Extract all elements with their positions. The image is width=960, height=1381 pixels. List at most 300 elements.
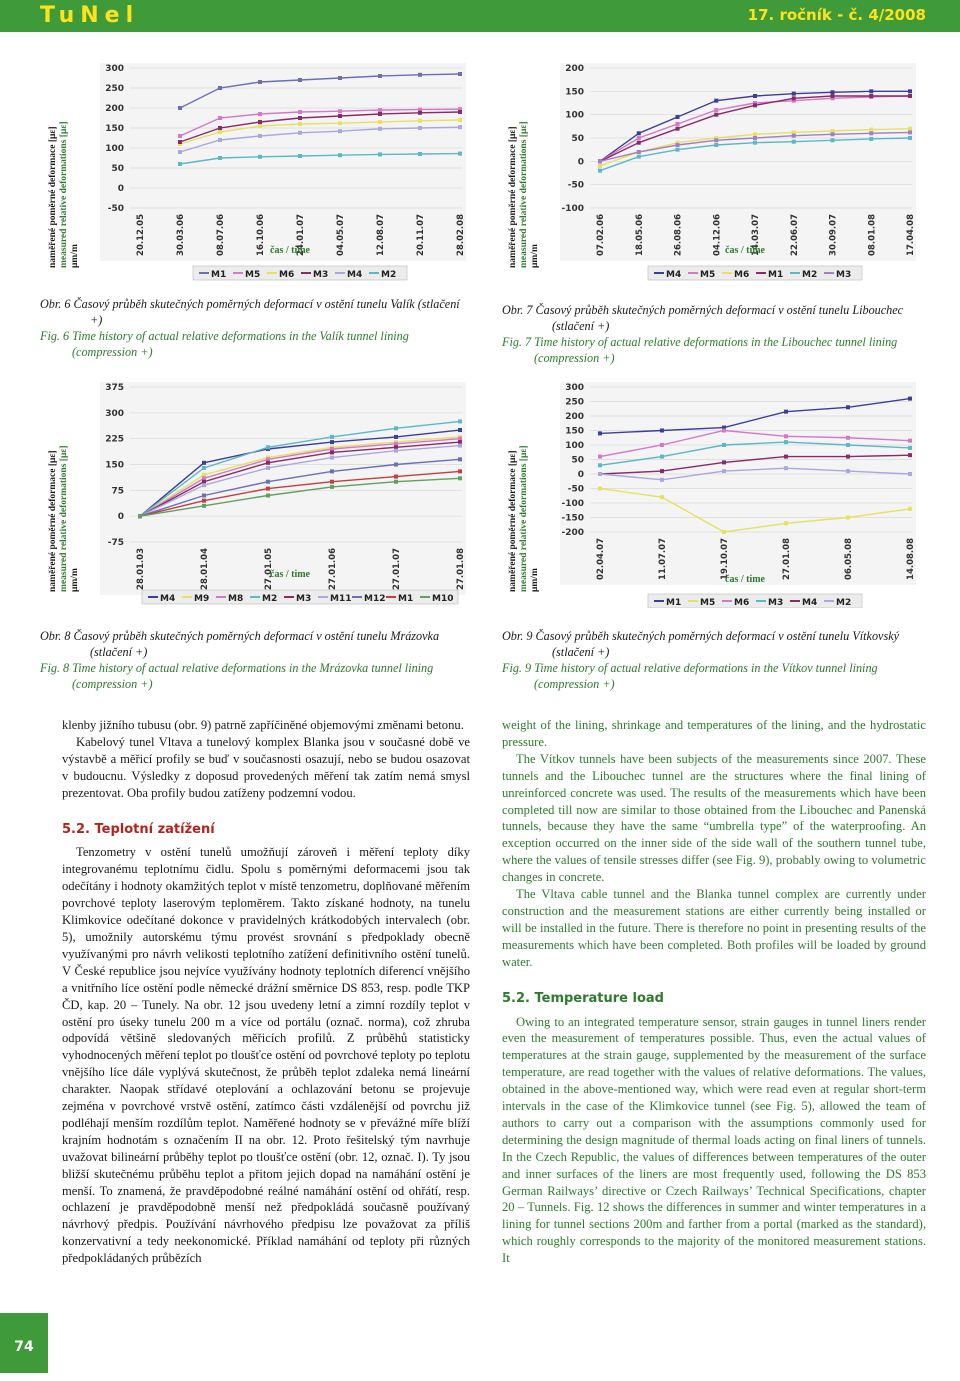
caption-fig6: [40, 296, 470, 360]
data-point-M3: [753, 136, 757, 140]
x-tick-label: 08.01.08: [867, 214, 878, 256]
x-tick-label: 28.02.08: [456, 214, 466, 256]
data-point-M1: [394, 475, 398, 479]
data-point-M2: [722, 469, 726, 473]
data-point-M4: [458, 428, 462, 432]
legend-label-M11: M11: [330, 594, 352, 604]
data-point-M4: [846, 455, 850, 459]
data-point-M2: [338, 153, 342, 157]
data-point-M2: [784, 466, 788, 470]
legend-label-M4: M4: [160, 594, 176, 604]
data-point-M4: [178, 150, 182, 154]
data-point-M5: [676, 122, 680, 126]
caption-fig9: [502, 628, 928, 692]
legend-label-M2: M2: [381, 270, 397, 280]
caption-fig9-cz-label: Obr. 9: [502, 629, 533, 643]
x-tick-label: 30.03.06: [176, 214, 186, 256]
y-tick-label: 150: [105, 124, 124, 134]
chart-bg: [560, 382, 916, 585]
data-point-M4: [330, 440, 334, 444]
data-point-M6: [846, 436, 850, 440]
data-point-M4: [378, 127, 382, 131]
x-tick-label: 02.04.07: [596, 538, 606, 580]
data-point-M3: [258, 120, 262, 124]
data-point-M11: [266, 466, 270, 470]
data-point-M3: [908, 446, 912, 450]
caption-fig7: [502, 302, 928, 366]
y-tick-label: -150: [561, 513, 584, 524]
data-point-M4: [338, 129, 342, 133]
data-point-M5: [846, 516, 850, 520]
data-point-M1: [458, 469, 462, 473]
legend-label-M6: M6: [279, 270, 295, 280]
data-point-M5: [298, 110, 302, 114]
data-point-M6: [598, 455, 602, 459]
data-point-M5: [660, 495, 664, 499]
y-tick-label: -100: [561, 204, 584, 214]
y-tick-label: 75: [111, 486, 124, 497]
data-point-M1: [660, 429, 664, 433]
data-point-M3: [394, 445, 398, 449]
x-tick-label: 06.05.08: [844, 538, 854, 580]
data-point-M4: [258, 134, 262, 138]
x-axis-label: čas / time: [270, 245, 310, 256]
data-point-M8: [330, 447, 334, 451]
data-point-M3: [598, 463, 602, 467]
data-point-M1: [792, 96, 796, 100]
y-tick-label: 100: [105, 144, 124, 154]
data-point-M6: [753, 132, 757, 136]
legend-label-M2: M2: [802, 270, 818, 280]
y-tick-label: -100: [561, 499, 584, 509]
data-point-M3: [598, 159, 602, 163]
x-tick-label: 07.02.06: [596, 214, 606, 256]
data-point-M3: [298, 116, 302, 120]
article-column-english: [502, 717, 926, 1267]
data-point-M3: [418, 111, 422, 115]
caption-fig7-cz-label: Obr. 7: [502, 303, 533, 317]
data-point-M6: [378, 120, 382, 124]
legend-label-M4: M4: [802, 598, 818, 608]
data-point-M8: [458, 437, 462, 441]
data-point-M1: [908, 94, 912, 98]
y-tick-label: 0: [117, 184, 124, 194]
legend-label-M2: M2: [262, 594, 278, 604]
x-tick-label: 22.06.07: [789, 214, 800, 256]
x-tick-label: 20.12.05: [136, 214, 146, 256]
paragraph: klenby jižního tubusu (obr. 9) patrně zapříčiněné objemovými změnami betonu.: [62, 718, 464, 732]
paragraph: The Vítkov tunnels have been subjects of the measurements since 2007. These tunnels and the Libouchec tunnel are the structures where the final lining of unreinforced concrete was used. The results of the measurements which have been completed till now are similar to those obtained from the Libouchec and Panenská tunnels, because they have the same “umbrella type” of the waterproofing. An exception occurred on the inner side of the side wall of the southern tunnel tube, where the values of tensile stresses differ (see Fig. 9), probably owing to volumetric changes in concrete.: [502, 751, 926, 885]
caption-fig6-en-label: Fig. 6: [40, 329, 70, 343]
legend-label-M1: M1: [211, 270, 227, 280]
article-column-czech: [62, 717, 470, 1267]
chart-fig9-ylabel: naměřené poměrné deformace [με] measured relative deformations [με] μm/m: [508, 445, 540, 592]
data-point-M5: [908, 507, 912, 511]
x-tick-label: 08.07.06: [216, 214, 226, 256]
y-tick-label: 300: [105, 408, 124, 419]
data-point-M3: [378, 112, 382, 116]
data-point-M5: [598, 487, 602, 491]
caption-fig8-en-text: Time history of actual relative deformations in the Mrázovka tunnel lining (compression +): [72, 661, 434, 691]
data-point-M2: [846, 469, 850, 473]
data-point-M6: [458, 118, 462, 122]
chart-bg: [560, 63, 916, 261]
y-tick-label: 200: [565, 64, 584, 74]
data-point-M8: [394, 442, 398, 446]
chart-bg: [100, 382, 466, 595]
data-point-M1: [676, 127, 680, 131]
y-tick-label: 50: [571, 455, 584, 466]
data-point-M4: [792, 92, 796, 96]
x-tick-label: 27.01.08: [456, 548, 466, 590]
data-point-M3: [266, 461, 270, 465]
data-point-M3: [792, 134, 796, 138]
data-point-M2: [218, 156, 222, 160]
x-axis-label: čas / time: [270, 569, 310, 580]
data-point-M2: [418, 152, 422, 156]
data-point-M2: [298, 154, 302, 158]
data-point-M3: [178, 140, 182, 144]
data-point-M1: [378, 74, 382, 78]
data-point-M11: [202, 483, 206, 487]
page-number: 74: [0, 1313, 48, 1373]
data-point-M10: [202, 504, 206, 508]
issue-label: 17. ročník - č. 4/2008: [747, 6, 926, 24]
legend-label-M5: M5: [245, 270, 261, 280]
data-point-M6: [908, 127, 912, 131]
y-tick-label: 50: [571, 134, 584, 144]
data-point-M4: [714, 99, 718, 103]
x-tick-label: 14.03.07: [751, 214, 761, 256]
data-point-M3: [660, 455, 664, 459]
chart-fig6: [40, 58, 470, 284]
y-tick-label: 375: [105, 383, 124, 393]
x-tick-label: 18.05.06: [634, 214, 645, 256]
data-point-M3: [714, 138, 718, 142]
caption-fig7-en-label: Fig. 7: [502, 335, 532, 349]
data-point-M2: [598, 169, 602, 173]
caption-fig8-cz-text: Časový průběh skutečných poměrných deformací v ostění tunelu Mrázovka (stlačení +): [73, 629, 440, 659]
data-point-M1: [714, 113, 718, 117]
x-tick-label: 28.01.04: [200, 548, 210, 590]
caption-fig6-cz-text: Časový průběh skutečných poměrných deformací v ostění tunelu Valík (stlačení +): [73, 297, 460, 327]
chart-fig8: [40, 382, 470, 608]
data-point-M1: [784, 410, 788, 414]
data-point-M4: [418, 126, 422, 130]
data-point-M4: [218, 138, 222, 142]
data-point-M3: [637, 150, 641, 154]
caption-fig7-en-text: Time history of actual relative deformations in the Libouchec tunnel lining (compression +): [534, 335, 898, 365]
y-tick-label: 100: [565, 110, 584, 121]
legend-label-M3: M3: [296, 594, 312, 604]
data-point-M4: [676, 115, 680, 119]
data-point-M4: [202, 461, 206, 465]
x-tick-label: 19.10.07: [720, 538, 730, 580]
data-point-M3: [676, 143, 680, 147]
y-tick-label: 100: [565, 441, 584, 451]
y-tick-label: 225: [105, 434, 124, 445]
legend-label-M6: M6: [734, 270, 750, 280]
data-point-M6: [784, 434, 788, 438]
data-point-M6: [338, 121, 342, 125]
data-point-M4: [637, 131, 641, 135]
data-point-M5: [178, 134, 182, 138]
y-tick-label: 200: [105, 104, 124, 114]
data-point-M5: [637, 136, 641, 140]
data-point-M2: [330, 435, 334, 439]
data-point-M5: [338, 109, 342, 113]
data-point-M2: [660, 478, 664, 482]
x-axis-label: čas / time: [725, 245, 765, 256]
data-point-M12: [202, 494, 206, 498]
data-point-M1: [753, 103, 757, 107]
data-point-M11: [458, 444, 462, 448]
paragraph: Tenzometry v ostění tunelů umožňují zároveň i měření teploty díky integrovanému teplotnímu čidlu. Spolu s poměrnými deformacemi jsou tak odečítány i hodnoty okamžitých teplot v místě tenzometru, doplňované měřením povrchové teploty laserovým teploměrem. Takto získané hodnoty, na tunelu Klimkovice odečítané dokonce v pravidelných krátkodobých intervalech (obr. 5), umožnily autorskému týmu provést srovnání s předpoklady obecně využívanými pro návrh velikosti teplotního zatížení definitivního ostění tunelů. V České republice jsou nejvíce využívány hodnoty teplotních diferencí vnějšího a vnitřního líce ostění podle německé drážní směrnice DS 853, resp. podle TKP ČD, kap. 20 – Tunely. Na obr. 12 jsou uvedeny letní a zimní rozdíly teplot v ostění pro úseky tunelu 200 m a více od portálu (označ. norma), což zhruba odpovídá většině sledovaných měřicích profilů. Z průběhů statisticky vyhodnocených měření teplot po tloušťce ostění od povrchové teploty po teplotu vnějšího líce dále vyplývá skutečnost, že průběh teplot zdaleka nemá lineární charakter. Naopak střídavé oteplování a ochlazování betonu se projevuje zejména v povrchové vrstvě ostění, zatímco části vzdálenější od povrchu již podléhají menším rozdílům teplot. Naměřené hodnoty se v převážné míře blíží krajním hodnotám s označením II na obr. 12. Proto řešitelský tým navrhuje uvažovat bilineární průběhy teplot po tloušťce ostění (obr. 12, označ. I). Ty jsou bližší skutečnému průběhu teplot a přitom jejich dopad na namáhání ostění je menší. To znamená, že pravděpodobné reálné namáhání ostění od ohřátí, resp. ochlazení je pravděpodobně menší než předpokládá současně používaný návrhový předpis. Používání návrhového předpisu lze považovat za příliš konzervativní a tedy neekonomické. Příklad namáhání od teploty při různých předpokládaných průbězích: [62, 845, 470, 1266]
caption-fig8: [40, 628, 470, 692]
x-tick-label: 27.01.08: [782, 538, 792, 580]
y-tick-label: 0: [577, 470, 584, 480]
chart-fig7: [500, 58, 920, 284]
section-heading: 5.2. Temperature load: [502, 990, 664, 1006]
data-point-M6: [418, 119, 422, 123]
caption-fig8-en-label: Fig. 8: [40, 661, 70, 675]
data-point-M2: [908, 136, 912, 140]
data-point-M3: [869, 131, 873, 135]
data-point-M5: [378, 108, 382, 112]
data-point-M1: [869, 94, 873, 98]
y-tick-label: 250: [565, 397, 584, 408]
data-point-M4: [753, 94, 757, 98]
caption-fig6-en-text: Time history of actual relative deformations in the Valík tunnel lining (compression +): [72, 329, 409, 359]
y-tick-label: -75: [107, 538, 124, 548]
data-point-M2: [869, 137, 873, 141]
data-point-M1: [298, 78, 302, 82]
data-point-M2: [753, 141, 757, 145]
caption-fig6-cz-label: Obr. 6: [40, 297, 71, 311]
data-point-M1: [831, 94, 835, 98]
x-tick-label: 27.01.05: [264, 548, 274, 590]
data-point-M8: [202, 476, 206, 480]
data-point-M4: [908, 453, 912, 457]
y-tick-label: -50: [567, 484, 584, 495]
paragraph: The Vltava cable tunnel and the Blanka tunnel complex are currently under construction and the measurement stations are either currently being installed or will be installed in the future. There is therefore no point in presenting results of the measurements which have been completed. Both profiles will be loaded by ground water.: [502, 887, 926, 969]
data-point-M4: [394, 435, 398, 439]
data-point-M1: [218, 86, 222, 90]
y-tick-label: 300: [565, 383, 584, 393]
data-point-M2: [178, 162, 182, 166]
data-point-M1: [598, 431, 602, 435]
x-tick-label: 17.04.08: [906, 214, 916, 256]
legend-label-M2: M2: [836, 598, 852, 608]
chart-fig6-ylabel: naměřené poměrné deformace [με] measured relative deformations [με] μm/m: [48, 121, 80, 268]
data-point-M2: [266, 445, 270, 449]
chart-fig7-ylabel: naměřené poměrné deformace [με] measured relative deformations [με] μm/m: [508, 121, 540, 268]
data-point-M3: [784, 440, 788, 444]
paragraph: weight of the lining, shrinkage and temperatures of the lining, and the hydrostatic pressure.: [502, 718, 926, 749]
data-point-M3: [846, 443, 850, 447]
y-tick-label: 150: [565, 426, 584, 437]
data-point-M1: [458, 72, 462, 76]
data-point-M4: [908, 89, 912, 93]
data-point-M6: [218, 130, 222, 134]
data-point-M3: [722, 443, 726, 447]
caption-fig9-en-text: Time history of actual relative deformations in the Vítkov tunnel lining (compression +): [534, 661, 878, 691]
data-point-M1: [258, 80, 262, 84]
data-point-M4: [298, 131, 302, 135]
header-bar: [0, 0, 960, 32]
y-tick-label: 150: [105, 460, 124, 471]
data-point-M4: [784, 455, 788, 459]
paragraph: Kabelový tunel Vltava a tunelový komplex Blanka jsou v současné době ve výstavbě a měřicí profily se buď v současnosti osazují, nebo se budou osazovat v budoucnu. Výsledky z doposud provedených měření tak zatím nemá smysl prezentovat. Oba profily budou zatíženy podzemní vodou.: [62, 734, 470, 800]
data-point-M10: [458, 476, 462, 480]
y-tick-label: -50: [567, 180, 584, 191]
legend-label-M3: M3: [313, 270, 329, 280]
legend-label-M4: M4: [347, 270, 363, 280]
caption-fig9-cz-text: Časový průběh skutečných poměrných deformací v ostění tunelu Vítkovský (stlačení +): [535, 629, 900, 659]
x-tick-label: 14.08.08: [906, 538, 916, 580]
data-point-M12: [394, 463, 398, 467]
data-point-M1: [418, 73, 422, 77]
legend-label-M3: M3: [836, 270, 852, 280]
data-point-M1: [637, 141, 641, 145]
data-point-M5: [784, 521, 788, 525]
data-point-M1: [908, 397, 912, 401]
magazine-logo: TuNel: [40, 3, 140, 28]
data-point-M12: [458, 457, 462, 461]
data-point-M6: [258, 124, 262, 128]
data-point-M4: [869, 89, 873, 93]
data-point-M5: [714, 108, 718, 112]
y-tick-label: 150: [565, 87, 584, 98]
x-tick-label: 24.01.07: [296, 214, 306, 256]
legend-label-M4: M4: [666, 270, 682, 280]
legend-label-M12: M12: [364, 594, 386, 604]
x-tick-label: 04.12.06: [712, 214, 723, 256]
data-point-M1: [266, 487, 270, 491]
data-point-M2: [202, 466, 206, 470]
data-point-M10: [138, 514, 142, 518]
data-point-M4: [831, 90, 835, 94]
caption-fig7-cz-text: Časový průběh skutečných poměrných deformací v ostění tunelu Libouchec (stlačení +): [535, 303, 904, 333]
data-point-M4: [722, 460, 726, 464]
data-point-M8: [266, 457, 270, 461]
y-tick-label: 50: [111, 164, 124, 174]
data-point-M9: [202, 473, 206, 477]
data-point-M3: [908, 130, 912, 134]
x-tick-label: 28.01.03: [136, 548, 146, 590]
data-point-M3: [330, 450, 334, 454]
data-point-M10: [266, 494, 270, 498]
x-tick-label: 12.08.07: [376, 214, 386, 256]
data-point-M2: [394, 426, 398, 430]
caption-fig9-en-label: Fig. 9: [502, 661, 532, 675]
x-tick-label: 30.09.07: [828, 214, 839, 256]
x-tick-label: 26.08.06: [673, 214, 684, 256]
data-point-M2: [831, 138, 835, 142]
chart-bg: [100, 63, 466, 261]
data-point-M2: [458, 152, 462, 156]
legend-label-M8: M8: [228, 594, 244, 604]
data-point-M2: [676, 148, 680, 152]
data-point-M2: [258, 155, 262, 159]
data-point-M3: [338, 114, 342, 118]
y-tick-label: -200: [561, 528, 584, 538]
data-point-M3: [202, 480, 206, 484]
data-point-M1: [338, 76, 342, 80]
y-tick-label: -50: [107, 204, 124, 214]
data-point-M3: [218, 126, 222, 130]
data-point-M5: [218, 116, 222, 120]
data-point-M5: [722, 530, 726, 534]
data-point-M2: [908, 472, 912, 476]
data-point-M2: [714, 143, 718, 147]
data-point-M3: [458, 110, 462, 114]
data-point-M6: [298, 122, 302, 126]
data-point-M3: [458, 440, 462, 444]
y-tick-label: 200: [565, 412, 584, 422]
legend-label-M10: M10: [432, 594, 454, 604]
data-point-M2: [792, 140, 796, 144]
legend-label-M1: M1: [768, 270, 784, 280]
data-point-M1: [330, 480, 334, 484]
chart-fig9: [500, 382, 920, 608]
data-point-M6: [869, 128, 873, 132]
legend-label-M1: M1: [666, 598, 682, 608]
data-point-M6: [908, 439, 912, 443]
y-tick-label: 0: [577, 157, 584, 168]
data-point-M2: [637, 155, 641, 159]
x-tick-label: 16.10.06: [256, 214, 266, 256]
data-point-M10: [394, 480, 398, 484]
data-point-M11: [330, 456, 334, 460]
data-point-M4: [458, 125, 462, 129]
data-point-M2: [378, 152, 382, 156]
data-point-M6: [660, 443, 664, 447]
data-point-M1: [202, 499, 206, 503]
section-heading: 5.2. Teplotní zatížení: [62, 821, 215, 837]
legend-label-M3: M3: [768, 598, 784, 608]
data-point-M6: [598, 164, 602, 168]
chart-fig8-ylabel: naměřené poměrné deformace [με] measured relative deformations [με] μm/m: [48, 445, 80, 592]
data-point-M11: [394, 449, 398, 453]
data-point-M1: [846, 405, 850, 409]
x-tick-label: 11.07.07: [658, 538, 668, 580]
y-tick-label: 0: [117, 512, 124, 523]
y-tick-label: 300: [105, 64, 124, 74]
data-point-M3: [831, 132, 835, 136]
x-tick-label: 20.11.07: [416, 214, 426, 256]
data-point-M4: [660, 469, 664, 473]
legend-label-M9: M9: [194, 594, 210, 604]
data-point-M1: [178, 106, 182, 110]
legend-label-M5: M5: [700, 598, 716, 608]
legend-label-M1: M1: [398, 594, 414, 604]
data-point-M6: [722, 429, 726, 433]
data-point-M2: [598, 472, 602, 476]
paragraph: Owing to an integrated temperature sensor, strain gauges in tunnel liners render even the measurement of temperatures possible. Thus, even the actual values of temperatures at the strain gauge, supplemented by the measurement of the surface temperature, are read together with the values of relative deformations. The values, obtained in the above-mentioned way, which were read even at regular short-term intervals in the case of the Klimkovice tunnel (see Fig. 5), allowed the team of authors to carry out a comparison with the assumptions commonly used for determining the design magnitude of thermal loads acting on final liners of tunnels. In the Czech Republic, the values of differences between temperatures of the outer and inner surfaces of the liners are most frequently used, following the DS 853 German Railways’ directive or Czech Railways’ Technical Specifications, chapter 20 – Tunnels. Fig. 12 shows the differences in summer and winter temperatures in a lining for tunnel sections 200m and farther from a portal (marked as the standard), which roughly corresponds to the majority of the monitored measurement stations. It: [502, 1014, 926, 1266]
data-point-M2: [458, 419, 462, 423]
data-point-M12: [266, 480, 270, 484]
legend-label-M6: M6: [734, 598, 750, 608]
caption-fig8-cz-label: Obr. 8: [40, 629, 71, 643]
x-tick-label: 04.05.07: [336, 214, 346, 256]
x-tick-label: 27.01.06: [328, 548, 338, 590]
data-point-M12: [330, 469, 334, 473]
y-tick-label: 250: [105, 84, 124, 94]
data-point-M10: [330, 485, 334, 489]
data-point-M5: [258, 112, 262, 116]
legend-label-M5: M5: [700, 270, 716, 280]
